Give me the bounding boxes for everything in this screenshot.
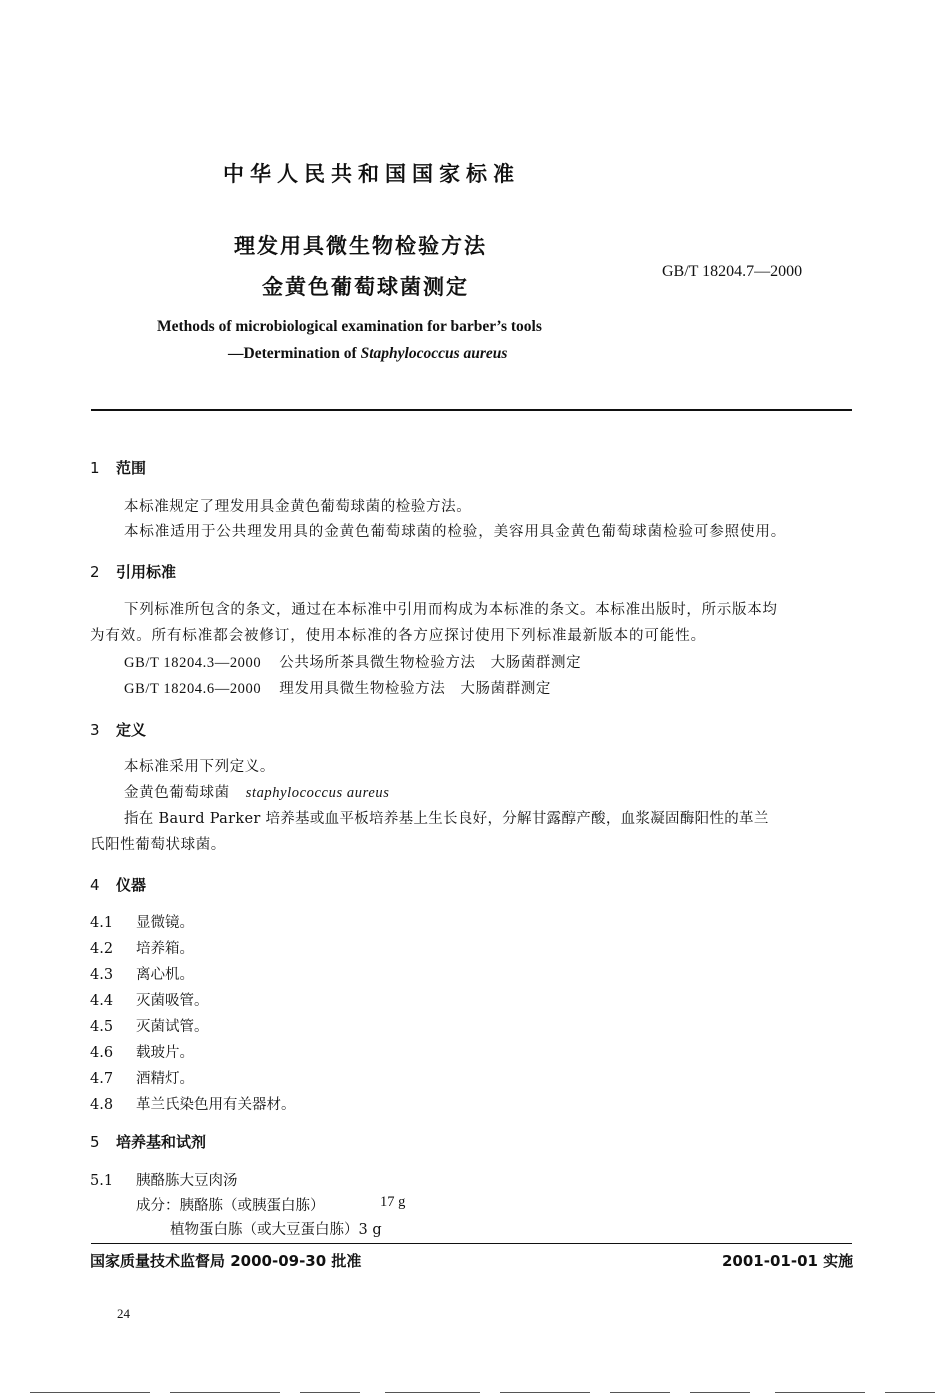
item-text: 胰酪胨大豆肉汤 <box>136 1173 238 1189</box>
reference-title: 理发用具微生物检验方法 大肠菌群测定 <box>279 681 552 697</box>
term-en: staphylococcus aureus <box>245 785 390 801</box>
item-number: 4.4 <box>90 993 114 1009</box>
item-text: 革兰氏染色用有关器材。 <box>136 1097 296 1113</box>
title-en-line1: Methods of microbiological examination for barber’s tools <box>157 318 542 335</box>
section-number: 3 <box>90 721 100 739</box>
instrument-item <box>90 911 194 932</box>
implementation-date: 2001-01-01 实施 <box>722 1252 854 1270</box>
section-2-paragraph-line1: 下列标准所包含的条文，通过在本标准中引用而构成为本标准的条文。本标准出版时，所示版本均 <box>124 602 778 618</box>
section-2-heading <box>90 561 176 582</box>
item-number: 4.8 <box>90 1097 114 1113</box>
approval-note: 国家质量技术监督局 2000-09-30 批准 <box>90 1252 362 1270</box>
reference-2 <box>124 677 551 698</box>
composition-amount-1: 17 g <box>380 1194 406 1210</box>
item-text: 载玻片。 <box>136 1045 194 1061</box>
item-number: 4.6 <box>90 1045 114 1061</box>
section-number: 5 <box>90 1133 100 1151</box>
section-number: 1 <box>90 459 100 477</box>
term-entry <box>124 781 389 802</box>
national-standard-heading: 中华人民共和国国家标准 <box>223 162 520 186</box>
item-number: 4.2 <box>90 941 114 957</box>
instrument-item <box>90 963 194 984</box>
composition-label: 成分：胰酪胨（或胰蛋白胨） <box>136 1198 325 1214</box>
reference-1 <box>124 651 581 672</box>
reference-code: GB/T 18204.3—2000 <box>124 655 262 671</box>
item-text: 灭菌试管。 <box>136 1019 209 1035</box>
section-1-heading <box>90 457 146 478</box>
item-number: 4.1 <box>90 915 114 931</box>
section-1-paragraph-1: 本标准规定了理发用具金黄色葡萄球菌的检验方法。 <box>124 499 472 515</box>
scan-artifact-line <box>610 1392 670 1393</box>
scan-artifact-line <box>170 1392 280 1393</box>
section-title: 范围 <box>116 459 147 477</box>
scan-artifact-line <box>885 1392 935 1393</box>
item-text: 灭菌吸管。 <box>136 993 209 1009</box>
section-title: 仪器 <box>116 876 147 894</box>
instrument-item <box>90 1041 194 1062</box>
section-3-paragraph-1: 本标准采用下列定义。 <box>124 759 275 775</box>
section-3-heading <box>90 719 146 740</box>
scan-artifact-line <box>300 1392 360 1393</box>
instrument-item <box>90 937 194 958</box>
scan-artifact-line <box>385 1392 480 1393</box>
scan-artifact-line <box>30 1392 150 1393</box>
scan-artifact-line <box>500 1392 590 1393</box>
page-number: 24 <box>117 1306 130 1321</box>
media-item <box>90 1169 238 1190</box>
instrument-item <box>90 1093 296 1114</box>
definition-line2: 氏阳性葡萄状球菌。 <box>90 837 226 853</box>
item-number: 5.1 <box>90 1173 114 1189</box>
section-5-heading <box>90 1131 206 1152</box>
section-1-paragraph-2: 本标准适用于公共理发用具的金黄色葡萄球菌的检验，美容用具金黄色葡萄球菌检验可参照使用。 <box>124 524 787 540</box>
item-text: 酒精灯。 <box>136 1071 194 1087</box>
item-number: 4.3 <box>90 967 114 983</box>
scan-artifact-line <box>690 1392 750 1393</box>
item-text: 显微镜。 <box>136 915 194 931</box>
footer-divider <box>91 1243 852 1244</box>
instrument-item <box>90 1067 194 1088</box>
term-cn: 金黄色葡萄球菌 <box>124 785 230 801</box>
item-number: 4.7 <box>90 1071 114 1087</box>
section-number: 2 <box>90 563 100 581</box>
scan-artifact-line <box>775 1392 865 1393</box>
reference-title: 公共场所茶具微生物检验方法 大肠菌群测定 <box>279 655 582 671</box>
instrument-item <box>90 1015 209 1036</box>
title-cn-line2: 金黄色葡萄球菌测定 <box>262 275 469 299</box>
instrument-item <box>90 989 209 1010</box>
title-cn-line1: 理发用具微生物检验方法 <box>234 234 487 258</box>
title-en-line2 <box>228 345 507 363</box>
composition-line-2: 植物蛋白胨（或大豆蛋白胨）3 g <box>170 1222 382 1238</box>
section-number: 4 <box>90 876 100 894</box>
item-number: 4.5 <box>90 1019 114 1035</box>
item-text: 离心机。 <box>136 967 194 983</box>
item-text: 培养箱。 <box>136 941 194 957</box>
reference-code: GB/T 18204.6—2000 <box>124 681 262 697</box>
standard-number: GB/T 18204.7—2000 <box>662 263 803 280</box>
section-4-heading <box>90 874 146 895</box>
section-title: 培养基和试剂 <box>116 1133 207 1151</box>
section-2-paragraph-line2: 为有效。所有标准都会被修订，使用本标准的各方应探讨使用下列标准最新版本的可能性。 <box>90 628 706 644</box>
title-en-species: Staphylococcus aureus <box>360 345 508 362</box>
section-title: 引用标准 <box>116 563 177 581</box>
section-title: 定义 <box>116 721 147 739</box>
header-divider <box>91 409 852 411</box>
definition-line1: 指在 Baurd Parker 培养基或血平板培养基上生长良好，分解甘露醇产酸，血浆凝固酶阳性的革兰 <box>124 811 769 827</box>
title-en-prefix: —Determination of <box>228 345 361 362</box>
